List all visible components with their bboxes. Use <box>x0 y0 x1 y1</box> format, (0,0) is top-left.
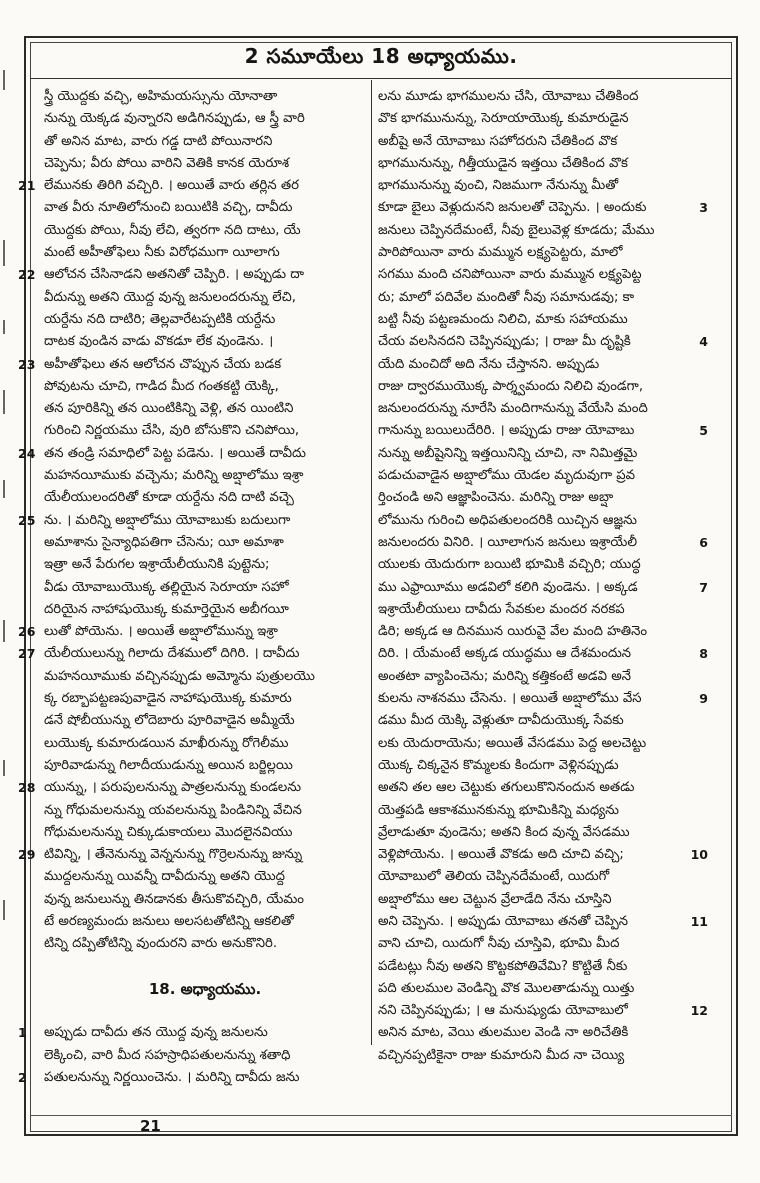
text-line <box>32 331 366 353</box>
line-text: సగము మంది చనిపోయినా వారు మమ్మున లక్ష్యపెట్ట <box>378 267 642 283</box>
text-line <box>378 153 708 175</box>
text-line <box>32 309 366 331</box>
text-line <box>32 86 366 108</box>
text-line <box>32 889 366 911</box>
text-line <box>378 108 708 130</box>
line-text: పోవుటను చూచి, గాడిద మీద గంతకట్టి యెక్కి, <box>44 378 279 394</box>
text-line <box>378 1000 708 1022</box>
line-text: ర్తించండి అని ఆజ్ఞాపించెను. మరిన్ని రాజు అబ్షా <box>378 490 614 506</box>
line-text: ఇత్రా అనే పేరుగల ఇశ్రాయేలీయునికి పుట్టెను; <box>44 557 270 573</box>
line-text: యులకు యెదురుగా బయిటి భూమికి వచ్చిరి; యుద్ధ <box>378 557 641 573</box>
line-text: వీదున్ను అతని యొద్ద వున్న జనులందరున్ను లేచి, <box>44 289 296 305</box>
line-text: వచ్చినప్పటికైనా రాజు కుమారుని మీద నా చెయ్యి <box>378 1047 625 1063</box>
text-line <box>378 309 708 331</box>
text-line <box>32 376 366 398</box>
text-line <box>378 331 708 353</box>
text-line <box>378 621 708 643</box>
text-line <box>32 866 366 888</box>
text-line <box>378 1022 708 1044</box>
line-text: కూడా బైలు వెళ్లుదునని జనులతో చెప్పెను. । అందుకు <box>378 200 647 216</box>
line-text: ను. । మరిన్ని అబ్షాలోము యోవాబుకు బదులుగా <box>44 512 291 528</box>
text-line <box>378 443 708 465</box>
line-text: వున్న జనులున్ను తినడానకు తీసుకొవచ్చిరి, యేమం <box>44 891 304 907</box>
line-text: డిరి; అక్కడ ఆ దినమున యిరువై వేల మంది హతినెం <box>378 624 648 640</box>
text-line <box>378 889 708 911</box>
text-line <box>378 131 708 153</box>
line-text: యెత్తపడి ఆకాశమునకున్ను భూమికిన్ని మధ్యను <box>378 802 619 818</box>
text-line <box>32 554 366 576</box>
page-number: 21 <box>140 1117 161 1135</box>
line-text: దరియైన నాహాషుయొక్క కుమార్తెయైన అబీగయీ <box>44 601 289 617</box>
text-line <box>378 933 708 955</box>
text-line <box>32 956 366 978</box>
line-text: పడేటట్లు నీవు అతని కొట్టకపోతివేమి? కొట్టితే నీకు <box>378 958 628 974</box>
text-line <box>18 264 366 286</box>
verse-number: 11 <box>690 913 708 929</box>
verse-number: 24 <box>18 445 36 461</box>
verse-number: 28 <box>18 780 36 796</box>
verse-number: 23 <box>18 356 36 372</box>
line-text: వాని చూచి, యిదుగో నీవు చూస్తివి, భూమి మీద <box>378 936 620 952</box>
text-line <box>378 666 708 688</box>
line-text: అప్పుడు దావీదు తన యొద్ద వున్న జనులను <box>44 1025 268 1041</box>
text-line <box>378 465 708 487</box>
text-line <box>378 554 708 576</box>
text-line <box>378 911 708 933</box>
text-line <box>18 1022 366 1044</box>
text-line <box>18 621 366 643</box>
verse-number: 5 <box>699 423 708 439</box>
line-text: లుయొక్క కుమారుడయిన మాఖీరున్ను రోగెలీము <box>44 735 289 751</box>
text-line <box>378 242 708 264</box>
text-line <box>378 577 708 599</box>
text-line <box>32 532 366 554</box>
line-text: పది తులముల వెండిన్ని వొక మొలతాడున్ను యిత్తు <box>378 980 635 996</box>
line-text: తో అనిన మాట, వారు గడ్డ దాటి పోయినారని <box>44 133 273 149</box>
verse-number: 27 <box>18 646 36 662</box>
line-text: అని చెప్పెను. । అప్పుడు యోవాబు తనతో చెప్పిన <box>378 913 628 929</box>
line-text: యర్దేను నది దాటిరి; తెల్లవారేటప్పటికి యర్దేను <box>44 311 276 327</box>
line-text: జనులందరు వినిరి. । యీలాగున జనులు ఇశ్రాయేలీ <box>378 534 638 550</box>
text-line <box>32 153 366 175</box>
line-text: టే అరణ్యమందు జనులు అలసటతోటిన్ని ఆకలితో <box>44 913 294 929</box>
line-text: డము మీద యెక్కి వెళ్లుతూ దావీదుయొక్క సేవకు <box>378 713 624 729</box>
text-line <box>32 287 366 309</box>
line-text: యోవాబులో తెలియ చెప్పినదేమంటే, యిదుగో <box>378 869 610 885</box>
line-text: స్త్రీ యొద్దకు వచ్చి, అహిమయస్సును యోనాతా <box>44 89 278 104</box>
text-line <box>32 242 366 264</box>
text-line <box>32 465 366 487</box>
line-text: వొక భాగమునున్ను, సెరూయాయొక్క కుమారుడైన <box>378 111 629 127</box>
text-line <box>378 1045 708 1067</box>
text-line <box>378 599 708 621</box>
text-line <box>378 822 708 844</box>
line-text: నున్ను అబీషైనిన్ని ఇత్తయినిన్ని చూచి, నా నిమిత్తమై <box>378 445 638 461</box>
line-text: యున్ను, । పరుపులనున్ను పాత్రలనున్ను కుండలను <box>44 780 302 796</box>
line-text: పడుచువాడైన అబ్షాలోము యెడల మృదువుగా ప్రవ <box>378 468 636 484</box>
line-text: టివిన్ని, । తేనెనున్ను వెన్ననున్ను గొర్రెలనున్ను జున్ను <box>44 847 303 863</box>
text-line <box>378 287 708 309</box>
line-text: చెప్పెను; వీరు పోయి వారిని వెతికి కానక యెరూశ <box>44 155 290 171</box>
chapter-heading <box>32 978 366 1000</box>
right-column <box>378 86 708 1067</box>
line-text: యొద్దకు పోయి, నీవు లేచి, త్వరగా నది దాటు, యే <box>44 222 301 238</box>
text-line <box>378 755 708 777</box>
line-text: అబీషై అనే యోవాబు సహోదరుని చేతికింద వొక <box>378 133 618 149</box>
text-line <box>378 264 708 286</box>
line-text: మహనయీముకు వచ్చినప్పుడు అమ్మోను పుత్రులయొ <box>44 668 315 684</box>
text-line <box>378 197 708 219</box>
text-line <box>32 1000 366 1022</box>
line-text: కులను నాశనము చేసెను. । అయితే అబ్షాలోము వేస <box>378 691 642 707</box>
text-line <box>378 800 708 822</box>
line-text: వెళ్లిపోయెను. । అయితే వొకడు అది చూచి వచ్చి; <box>378 847 624 863</box>
text-line <box>32 599 366 621</box>
text-line <box>378 220 708 242</box>
line-text: గానున్ను బయిలుదేరిరి. । అప్పుడు రాజు యోవాబు <box>378 423 635 439</box>
text-line <box>32 822 366 844</box>
verse-number: 2 <box>18 1070 27 1086</box>
text-line <box>18 175 366 197</box>
text-line <box>32 220 366 242</box>
margin-bleed <box>0 60 16 1060</box>
verse-number: 25 <box>18 512 36 528</box>
text-line <box>32 131 366 153</box>
line-text: లుతో పోయెను. । అయితే అబ్షాలోమున్ను ఇశ్రా <box>44 624 278 640</box>
text-line <box>18 510 366 532</box>
text-line <box>18 1067 366 1089</box>
text-line <box>378 956 708 978</box>
text-line <box>18 443 366 465</box>
line-text: డనే షోబీయున్ను లోదెబారు పూరివాడైన అమ్మీయే <box>44 713 295 729</box>
line-text: భాగమునున్ను వుంచి, నిజముగా నేనున్ను మీతో <box>378 178 619 194</box>
text-line <box>378 688 708 710</box>
verse-number: 4 <box>699 334 708 350</box>
line-text: రు; మాలో పదివేల మందితో నీవు సమానుడవు; కా <box>378 289 635 305</box>
text-line <box>378 532 708 554</box>
text-line <box>32 755 366 777</box>
text-line <box>378 510 708 532</box>
line-text: వాత వీరు నూతిలోనుంచి బయిటికి వచ్చి, దావీదు <box>44 200 293 216</box>
verse-number: 9 <box>699 691 708 707</box>
line-text: అనిన మాట, వెయి తులముల వెండి నా అరిచేతికి <box>378 1025 629 1041</box>
text-line <box>18 844 366 866</box>
left-column <box>18 86 366 1089</box>
line-text: గురించి నిర్ణయము చేసి, వురి బోసుకొని చనిపోయి, <box>44 423 300 439</box>
verse-number: 3 <box>699 200 708 216</box>
text-line <box>378 420 708 442</box>
line-text: యేలీయులందరితో కూడా యర్దేను నది దాటి వచ్చె <box>44 490 294 506</box>
line-text: పూరివాడున్ను గిలాదీయుడున్ను అయిన బర్జిల్లయి <box>44 757 293 773</box>
text-line <box>378 777 708 799</box>
line-text: ము ఎఫ్రాయీము అడవిలో కలిగి వుండెను. । అక్కడ <box>378 579 638 595</box>
line-text: దిరి. । యేమంటే అక్కడ యుద్ధము ఆ దేశమందున <box>378 646 632 662</box>
chapter-heading-text: 18. అధ్యాయము. <box>148 979 262 998</box>
line-text: తన తండ్రి సమాధిలో పెట్ట పడెను. । అయితే దావీదు <box>44 445 306 461</box>
header-rule <box>30 78 732 79</box>
line-text: లకు యెదురాయెను; అయితే వేసడము పెద్ద అలచెట్టు <box>378 735 647 751</box>
line-text: బట్టి నీవు పట్టణమందు నిలిచి, మాకు సహాయము <box>378 311 628 327</box>
verse-number: 29 <box>18 847 36 863</box>
line-text: దాటక వుండిన వాడు వొకడూ లేక వుండెను. । <box>44 334 274 350</box>
footer-rule <box>30 1115 732 1116</box>
line-text: మంటే అహీతోఫెలు నీకు విరోధముగా యీలాగు <box>44 245 280 261</box>
text-line <box>32 487 366 509</box>
line-text: రాజు ద్వారముయొక్క పార్శ్వమందు నిలిచి వుండగా, <box>378 378 644 394</box>
line-text: న్ను గోధుమలనున్ను యవలనున్ను పిండినిన్ని వేచిన <box>44 802 302 818</box>
text-line <box>378 354 708 376</box>
line-text: లోమును గురించి అధిపతులందరికి యిచ్చిన ఆజ్ఞను <box>378 512 637 528</box>
text-line <box>32 733 366 755</box>
line-text: అహీతోఫెలు తన ఆలోచన చొప్పున చేయ బడక <box>44 356 282 372</box>
line-text: ముద్దలనున్ను యివన్నీ దావీదున్ను అతని యొద్ద <box>44 869 285 885</box>
line-text: అతని తల ఆల చెట్టుకు తగులుకొనినందున అతడు <box>378 780 635 796</box>
line-text: తన పూరికిన్ని తన యింటికిన్ని వెళ్లి, తన యింటిని <box>44 401 294 417</box>
line-text: మహనయీముకు వచ్చెను; మరిన్ని అబ్షాలోము ఇశ్రా <box>44 468 304 484</box>
line-text: లను మూడు భాగములను చేసి, యోవాబు చేతికింద <box>378 89 639 104</box>
line-text: లెక్కించి, వారి మీద సహస్రాధిపతులనున్ను శతాధి <box>44 1047 291 1063</box>
verse-number: 7 <box>699 579 708 595</box>
text-line <box>378 978 708 1000</box>
text-line <box>378 710 708 732</box>
line-text: అంతటా వ్యాపించెను; మరిన్ని కత్తికంటే అడవి అనే <box>378 668 632 684</box>
text-line <box>378 733 708 755</box>
text-line <box>32 933 366 955</box>
text-line <box>32 577 366 599</box>
line-text: అమాశాను సైన్యాధిపతిగా చేసెను; యీ అమాశా <box>44 534 284 550</box>
line-text: జనులు చెప్పినదేమంటే, నీవు బైలువెళ్ల కూడదు; మేము <box>378 222 655 238</box>
line-text: వీడు యోవాబుయొక్క తల్లియైన సెరూయా సహో <box>44 579 289 595</box>
text-line <box>32 420 366 442</box>
line-text: టిన్ని దప్పితోటిన్ని వుందురని వారు అనుకొనిరి. <box>44 936 278 952</box>
text-line <box>378 175 708 197</box>
verse-number: 12 <box>690 1003 708 1019</box>
text-line <box>32 800 366 822</box>
line-text: క్క రబ్బాపట్టణపువాడైన నాహాషుయొక్క కుమారు <box>44 691 292 707</box>
line-text: లేమునకు తిరిగి వచ్చిరి. । అయితే వారు తర్లిన తర <box>44 178 299 194</box>
verse-number: 22 <box>18 267 36 283</box>
line-text: జనులందరున్ను నూరేసి మందిగానున్ను వేయేసి మంది <box>378 401 648 417</box>
line-text: అబ్షాలోము ఆల చెట్టున వ్రేలాడేది నేను చూస్తిని <box>378 891 612 907</box>
text-line <box>378 643 708 665</box>
text-line <box>32 666 366 688</box>
line-text: నని చెప్పినప్పుడు; । ఆ మనుష్యుడు యోవాబులో <box>378 1003 628 1019</box>
text-line <box>378 376 708 398</box>
line-text: భాగమునున్ను, గిత్తీయుడైన ఇత్తయి చేతికింద వొక <box>378 155 628 171</box>
text-line <box>378 844 708 866</box>
text-line <box>32 710 366 732</box>
verse-number: 6 <box>699 534 708 550</box>
line-text: నున్ను యెక్కడ వున్నారని అడిగినప్పుడు, ఆ స్త్రీ వారి <box>44 111 305 127</box>
text-line <box>18 777 366 799</box>
line-text: పారిపోయినా వారు మమ్మున లక్ష్యపెట్టరు, మాలో <box>378 245 623 261</box>
verse-number: 8 <box>699 646 708 662</box>
running-header: 2 సమూయేలు 18 అధ్యాయము. <box>244 44 518 68</box>
verse-number: 26 <box>18 624 36 640</box>
line-text: పతులనున్ను నిర్ణయించెను. । మరిన్ని దావీదు జను <box>44 1070 300 1086</box>
line-text: యొక్క చిక్కనైన కొమ్మలకు కిందుగా వెళ్లినప్పుడు <box>378 757 619 773</box>
line-text: యేది మంచిదో అది నేను చేస్తానని. అప్పుడు <box>378 356 600 372</box>
text-line <box>378 86 708 108</box>
text-line <box>378 398 708 420</box>
text-line <box>378 866 708 888</box>
text-line <box>18 643 366 665</box>
verse-number: 10 <box>690 847 708 863</box>
line-text: గోధుమలనున్ను చిక్కుడుకాయలు మొదలైనవియు <box>44 824 293 840</box>
verse-number: 21 <box>18 178 36 194</box>
column-divider <box>371 80 372 1045</box>
text-line <box>32 911 366 933</box>
text-line <box>32 688 366 710</box>
line-text: ఇశ్రాయేలీయులు దావీదు సేవకుల మందర నరకప <box>378 601 625 617</box>
line-text: వ్రేలాడుతూ వుండెను; అతని కింద వున్న వేసడము <box>378 824 630 840</box>
text-line <box>32 398 366 420</box>
verse-number: 1 <box>18 1025 27 1041</box>
text-line <box>378 487 708 509</box>
text-line <box>32 197 366 219</box>
text-line <box>32 108 366 130</box>
line-text: చేయ వలసినదని చెప్పినప్పుడు; । రాజు మీ దృష్టికి <box>378 334 631 350</box>
text-line <box>32 1045 366 1067</box>
text-line <box>18 354 366 376</box>
line-text: ఆలోచన చేసినాడని అతనితో చెప్పిరి. । అప్పుడు దా <box>44 267 305 283</box>
line-text: యేలీయులున్ను గిలాదు దేశములో దిగిరి. । దావీదు <box>44 646 300 662</box>
